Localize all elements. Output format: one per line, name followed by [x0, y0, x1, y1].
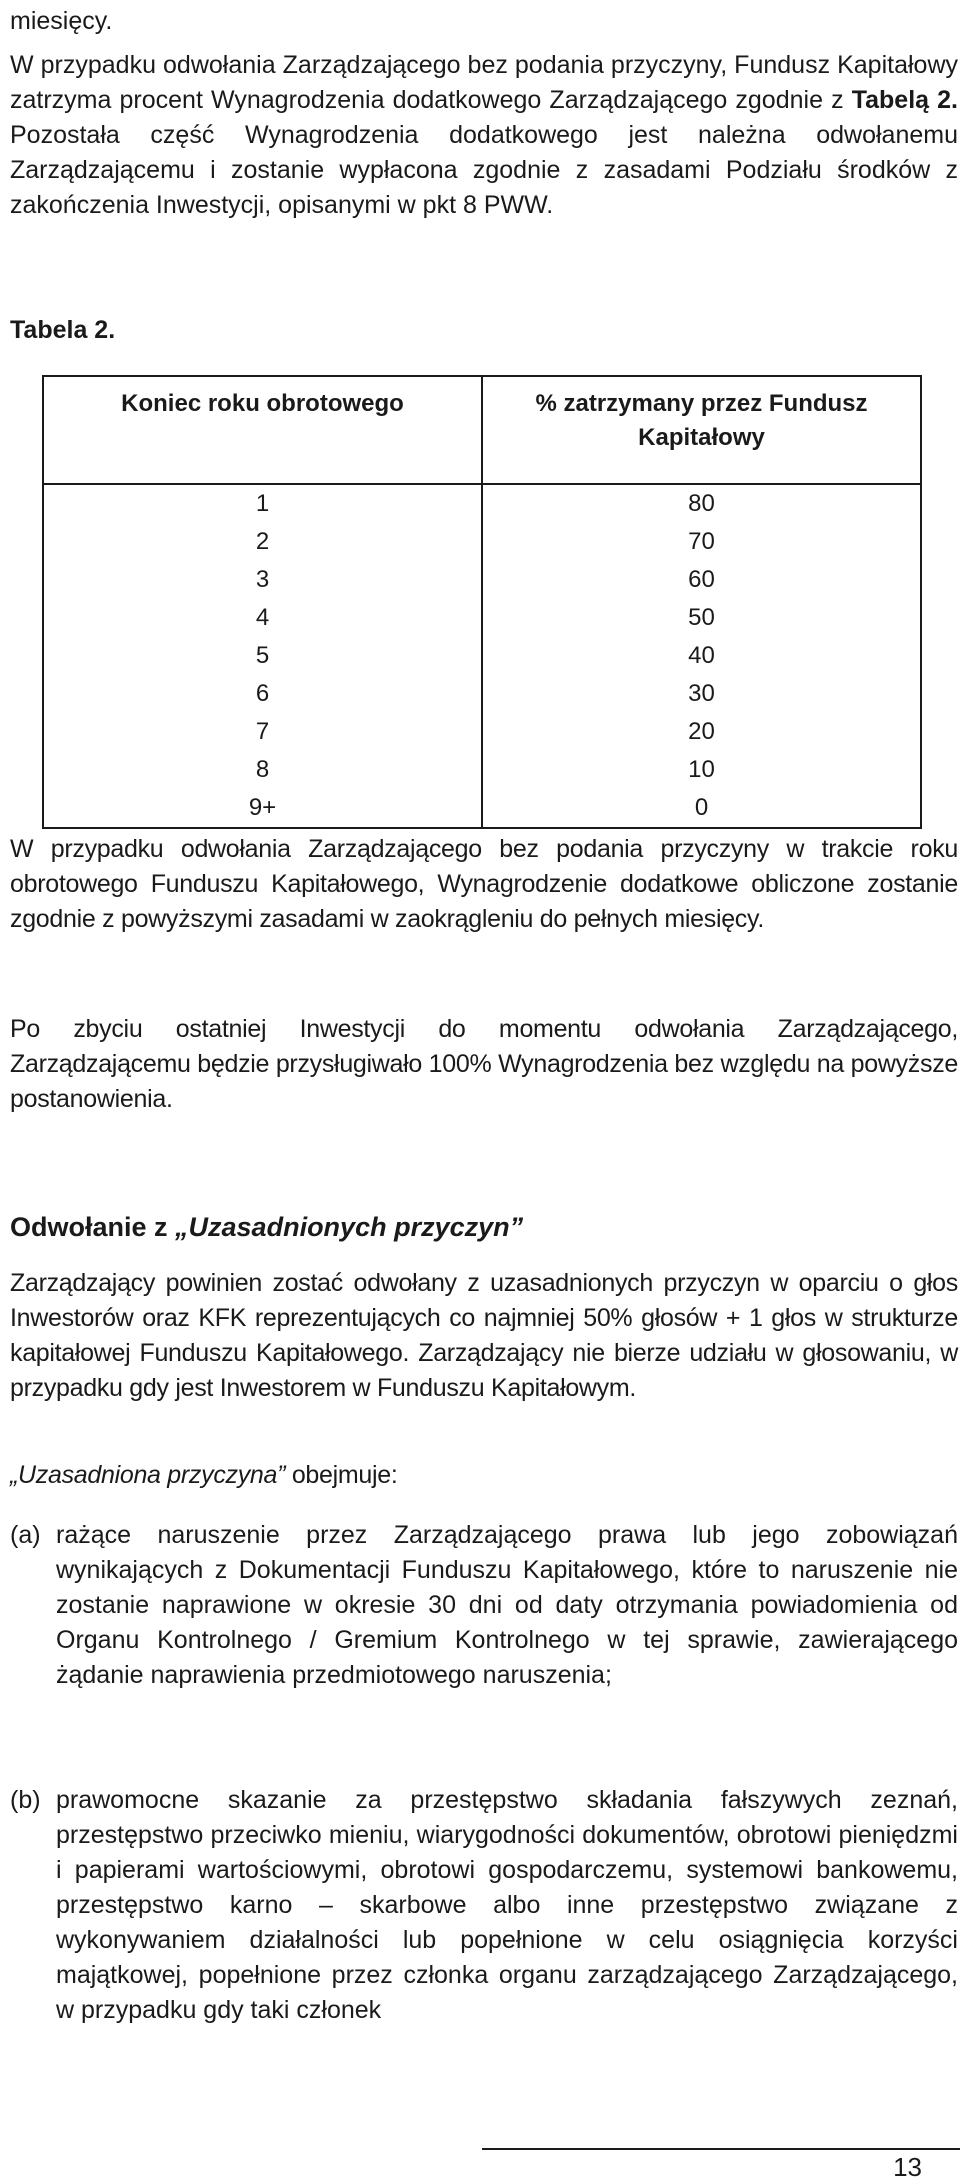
table-row — [43, 561, 921, 599]
paragraph-cause-definition-intro — [10, 1458, 958, 1493]
table-row — [43, 484, 921, 523]
list-item-text: prawomocne skazanie za przestępstwo składania fałszywych zeznań, przestępstwo przeciwko mieniu, wiarygodności dokumentów, obrotowi pieniędzmi i papierami wartościowymi, obrotowi gospodarczemu, systemowi bankowemu, przestępstwo karno – skarbowe albo inne przestępstwo związane z wykonywaniem działalności lub popełnione w celu osiągnięcia korzyści majątkowej, popełnione przez członka organu zarządzającego Zarządzającego, w przypadku gdy taki członek — [56, 1786, 958, 2024]
cell-percent: 30 — [482, 675, 921, 713]
paragraph-continuation: miesięcy. — [10, 7, 113, 35]
page-number: 13 — [893, 2152, 922, 2182]
cell-percent: 80 — [482, 484, 921, 523]
cell-percent: 60 — [482, 561, 921, 599]
paragraph-text: W przypadku odwołania Zarządzającego bez podania przyczyny, Fundusz Kapitałowy zatrzyma procent Wynagrodzenia dodatkowego Zarządzającego zgodnie z — [10, 51, 958, 114]
section-heading — [10, 1212, 523, 1243]
table-reference: Tabelą 2. — [851, 86, 959, 114]
cell-year: 4 — [43, 599, 482, 637]
table-row — [43, 523, 921, 561]
cell-year: 5 — [43, 637, 482, 675]
defined-term: „Uzasadniona przyczyna” — [10, 1461, 286, 1489]
paragraph-after-last-investment: Po zbyciu ostatniej Inwestycji do momentu odwołania Zarządzającego, Zarządzającemu będzie przysługiwało 100% Wynagrodzenia bez względu na powyższe postanowienia. — [10, 1015, 958, 1113]
cell-percent: 20 — [482, 713, 921, 751]
cell-year: 3 — [43, 561, 482, 599]
cell-year: 9+ — [43, 789, 482, 828]
column-header-retained-percent: % zatrzymany przez Fundusz Kapitałowy — [482, 376, 921, 484]
table-label: Tabela 2. — [10, 316, 116, 344]
paragraph-dismissal-without-cause — [10, 48, 958, 223]
retention-table — [42, 375, 922, 829]
cell-percent: 10 — [482, 751, 921, 789]
table-row — [43, 599, 921, 637]
table-row — [43, 637, 921, 675]
cell-year: 8 — [43, 751, 482, 789]
paragraph-text: obejmuje: — [285, 1461, 398, 1489]
cell-percent: 40 — [482, 637, 921, 675]
cell-percent: 70 — [482, 523, 921, 561]
column-header-year-end: Koniec roku obrotowego — [43, 376, 482, 484]
heading-emphasis: „Uzasadnionych przyczyn” — [175, 1212, 524, 1242]
cell-percent: 0 — [482, 789, 921, 828]
table-row — [43, 789, 921, 828]
table-header-row — [43, 376, 921, 484]
cell-percent: 50 — [482, 599, 921, 637]
list-marker: (a) — [10, 1521, 41, 1549]
table-row — [43, 675, 921, 713]
footer-divider — [482, 2148, 960, 2150]
paragraph-midyear-dismissal: W przypadku odwołania Zarządzającego bez podania przyczyny w trakcie roku obrotowego Funduszu Kapitałowego, Wynagrodzenie dodatkowe obliczone zostanie zgodnie z powyższymi zasadami w zaokrągleniu do pełnych miesięcy. — [10, 835, 958, 933]
heading-text: Odwołanie z — [10, 1212, 176, 1242]
cell-year: 6 — [43, 675, 482, 713]
cell-year: 7 — [43, 713, 482, 751]
paragraph-dismissal-for-cause: Zarządzający powinien zostać odwołany z uzasadnionych przyczyn w oparciu o głos Inwestorów oraz KFK reprezentujących co najmniej 50% głosów + 1 głos w strukturze kapitałowej Funduszu Kapitałowego. Zarządzający nie bierze udziału w głosowaniu, w przypadku gdy jest Inwestorem w Funduszu Kapitałowym. — [10, 1269, 958, 1402]
table-row — [43, 751, 921, 789]
cell-year: 2 — [43, 523, 482, 561]
list-item-text: rażące naruszenie przez Zarządzającego prawa lub jego zobowiązań wynikających z Dokumentacji Funduszu Kapitałowego, które to naruszenie nie zostanie naprawione w okresie 30 dni od daty otrzymania powiadomienia od Organu Kontrolnego / Gremium Kontrolnego w tej sprawie, zawierającego żądanie naprawienia przedmiotowego naruszenia; — [56, 1521, 958, 1689]
table-row — [43, 713, 921, 751]
paragraph-text: Pozostała część Wynagrodzenia dodatkowego jest należna odwołanemu Zarządzającemu i zostanie wypłacona zgodnie z zasadami Podziału środków z zakończenia Inwestycji, opisanymi w pkt 8 PWW. — [10, 121, 958, 219]
list-marker: (b) — [10, 1786, 41, 1814]
cell-year: 1 — [43, 484, 482, 523]
